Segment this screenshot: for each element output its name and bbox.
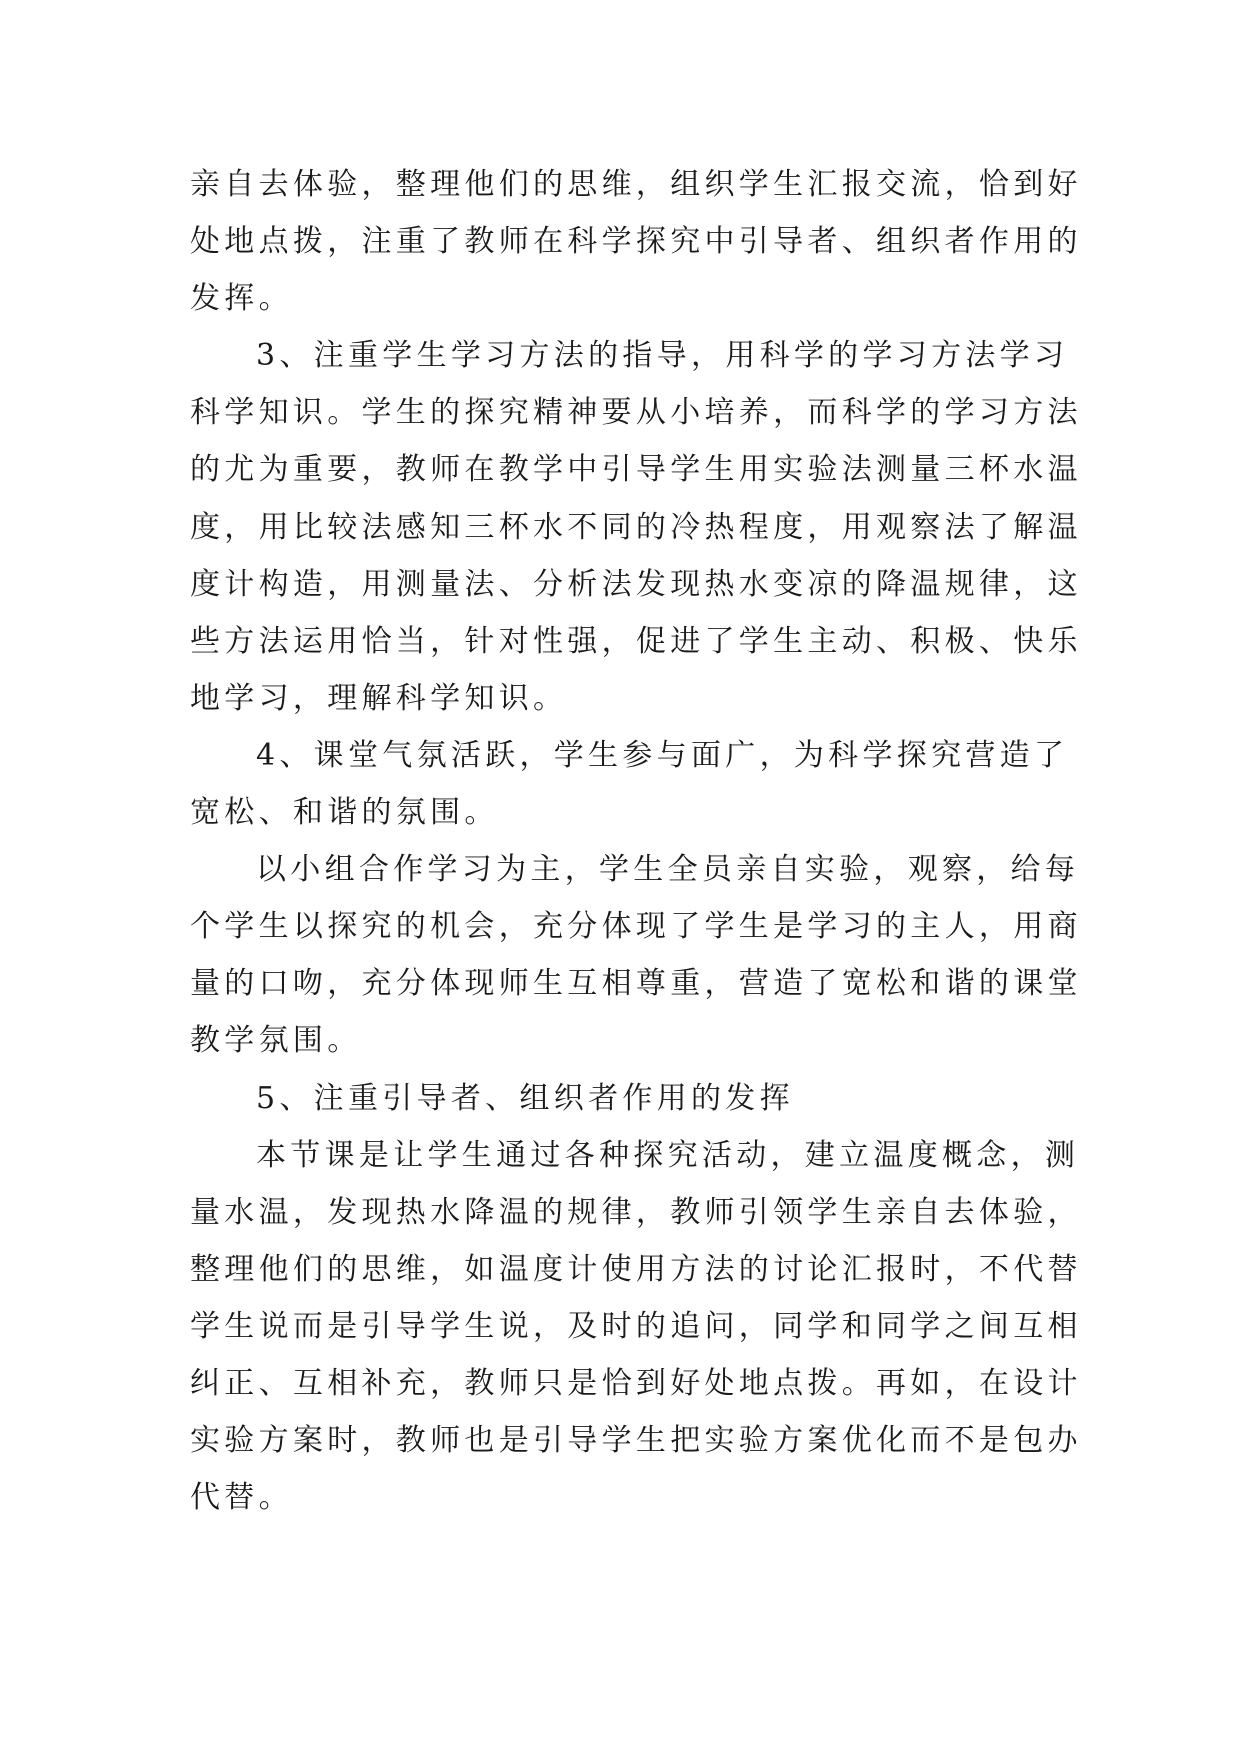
text-line: 教学氛围。 bbox=[190, 1023, 362, 1059]
text-line: 整理他们的思维，如温度计使用方法的讨论汇报时，不代替 bbox=[190, 1251, 1082, 1287]
body-text bbox=[190, 156, 1082, 1526]
text-line: 量的口吻，充分体现师生互相尊重，营造了宽松和谐的课堂 bbox=[190, 966, 1082, 1002]
text-line: 4、课堂气氛活跃，学生参与面广，为科学探究营造了 bbox=[256, 737, 1069, 773]
text-line: 宽松、和谐的氛围。 bbox=[190, 795, 499, 831]
text-line: 科学知识。学生的探究精神要从小培养，而科学的学习方法 bbox=[190, 395, 1082, 431]
text-line: 亲自去体验，整理他们的思维，组织学生汇报交流，恰到好 bbox=[190, 167, 1082, 202]
text-line: 发挥。 bbox=[190, 281, 293, 317]
text-line: 以小组合作学习为主，学生全员亲自实验，观察，给每 bbox=[256, 852, 1080, 888]
text-line: 代替。 bbox=[190, 1480, 293, 1516]
text-line: 些方法运用恰当，针对性强，促进了学生主动、积极、快乐 bbox=[190, 623, 1082, 659]
text-line: 处地点拨，注重了教师在科学探究中引导者、组织者作用的 bbox=[190, 224, 1082, 260]
text-line: 本节课是让学生通过各种探究活动，建立温度概念，测 bbox=[256, 1137, 1080, 1173]
text-line: 实验方案时，教师也是引导学生把实验方案优化而不是包办 bbox=[190, 1423, 1082, 1459]
text-line: 个学生以探究的机会，充分体现了学生是学习的主人，用商 bbox=[190, 909, 1082, 945]
text-line: 的尤为重要，教师在教学中引导学生用实验法测量三杯水温 bbox=[190, 452, 1082, 488]
text-line: 量水温，发现热水降温的规律，教师引领学生亲自去体验， bbox=[190, 1194, 1082, 1230]
text-line: 5、注重引导者、组织者作用的发挥 bbox=[256, 1080, 794, 1116]
text-line: 纠正、互相补充，教师只是恰到好处地点拨。再如，在设计 bbox=[190, 1365, 1082, 1401]
text-line: 度，用比较法感知三杯水不同的冷热程度，用观察法了解温 bbox=[190, 509, 1082, 545]
text-line: 地学习，理解科学知识。 bbox=[190, 680, 568, 716]
text-line: 3、注重学生学习方法的指导，用科学的学习方法学习 bbox=[256, 338, 1069, 374]
text-line: 学生说而是引导学生说，及时的追问，同学和同学之间互相 bbox=[190, 1308, 1082, 1344]
text-line: 度计构造，用测量法、分析法发现热水变凉的降温规律，这 bbox=[190, 566, 1082, 602]
